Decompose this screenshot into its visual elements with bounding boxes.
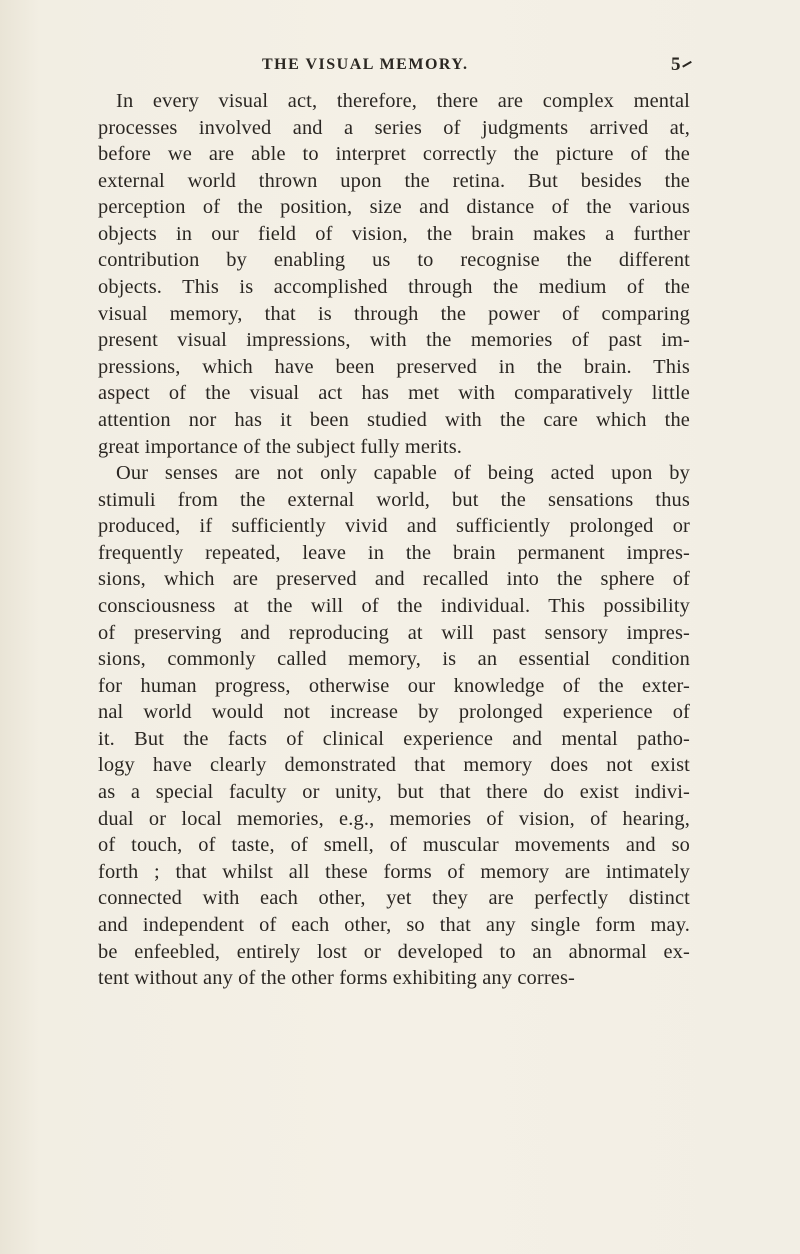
text-line: aspect of the visual act has met with comparatively little [98,382,690,405]
text-line: perception of the position, size and distance of the various [98,196,690,219]
running-head [0,56,800,80]
text-line: connected with each other, yet they are perfectly distinct [98,887,690,910]
text-line: attention nor has it been studied with the care which the [98,408,690,431]
text-line: great importance of the subject fully merits. [98,435,463,458]
text-line: pressions, which have been preserved in the brain. This [98,355,690,378]
text-line: produced, if sufficiently vivid and sufficiently prolonged or [98,515,690,538]
page-number-text: 5 [671,54,681,75]
text-line: be enfeebled, entirely lost or developed to an abnormal ex- [98,940,690,963]
text-line: before we are able to interpret correctly the picture of the [98,143,690,166]
text-line: visual memory, that is through the power of comparing [98,302,690,325]
text-line: for human progress, otherwise our knowledge of the exter- [98,674,690,697]
text-line: consciousness at the will of the individual. This possibility [98,594,690,617]
text-line: processes involved and a series of judgments arrived at, [98,116,690,139]
text-line: frequently repeated, leave in the brain permanent impres- [98,541,690,564]
text-line: objects in our field of vision, the brain makes a further [98,222,690,245]
text-line: nal world would not increase by prolonged experience of [98,701,690,724]
text-line: external world thrown upon the retina. But besides the [98,169,690,192]
text-line: it. But the facts of clinical experience and mental patho- [98,727,690,750]
text-line: logy have clearly demonstrated that memory does not exist [98,754,690,777]
text-line: sions, commonly called memory, is an essential condition [98,648,690,671]
pencil-mark-icon [682,61,694,71]
text-line: of touch, of taste, of smell, of muscular movements and so [98,834,690,857]
text-line: In every visual act, therefore, there are complex mental [116,90,690,112]
text-line: stimuli from the external world, but the sensations thus [98,488,690,511]
text-line: sions, which are preserved and recalled into the sphere of [98,568,690,591]
text-line: Our senses are not only capable of being acted upon by [116,462,690,485]
text-line: forth ; that whilst all these forms of memory are intimately [98,860,690,883]
text-line: of preserving and reproducing at will past sensory impres- [98,621,690,644]
text-line: present visual impressions, with the memories of past im- [98,329,690,352]
running-title: THE VISUAL MEMORY. [262,56,469,73]
text-line: objects. This is accomplished through the medium of the [98,276,690,299]
text-line: as a special faculty or unity, but that there do exist indivi- [98,781,690,804]
text-line: and independent of each other, so that any single form may. [98,913,690,936]
text-line: contribution by enabling us to recognise the different [98,249,690,272]
page-number [671,54,693,76]
text-line: dual or local memories, e.g., memories of vision, of hearing, [98,807,690,830]
text-line: tent without any of the other forms exhibiting any corres- [98,967,575,990]
body-text [98,88,690,992]
